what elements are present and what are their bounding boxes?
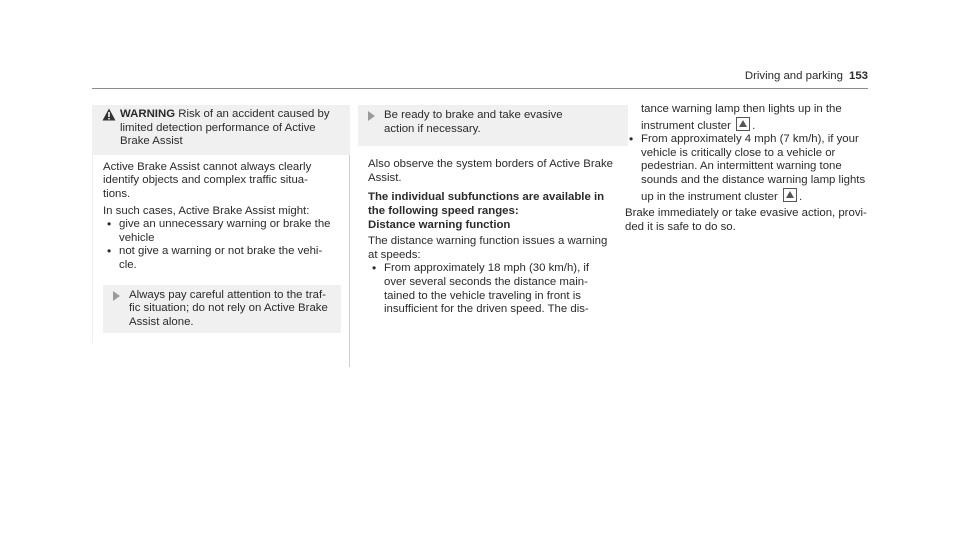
- note-box: [358, 105, 628, 146]
- list-item-line: pedestrian. An intermittent warning tone: [641, 160, 842, 173]
- body-line: identify objects and complex traffic situa-: [103, 174, 308, 187]
- warning-title: WARNING: [120, 108, 176, 120]
- body-line: Active Brake Assist cannot always clearly: [103, 160, 312, 173]
- list-item-line: • From approximately 18 mph (30 km/h), if: [384, 262, 590, 275]
- subheading-line: Distance warning function: [368, 218, 511, 231]
- warning-line: [102, 108, 342, 122]
- distance-warning-lamp-icon: [783, 188, 797, 202]
- column-2-body: [358, 158, 628, 317]
- warning-line: Brake Assist: [120, 135, 183, 148]
- subheading-line: The individual subfunctions are available in: [368, 191, 605, 204]
- intro-text: In such cases, Active Brake Assist might:: [103, 204, 310, 217]
- list-item-line: tance warning lamp then lights up in the: [641, 103, 842, 115]
- note-arrow-icon: [113, 291, 120, 301]
- warning-box: [92, 105, 350, 155]
- list-item-line: vehicle is critically close to a vehicle or: [641, 146, 836, 159]
- body-line: The distance warning function issues a warning: [368, 235, 608, 248]
- list-item-line: sounds and the distance warning lamp lights: [641, 173, 866, 186]
- list-item: [368, 262, 628, 316]
- list-item: [625, 133, 875, 204]
- list-item: [103, 218, 341, 245]
- list-item-line: • not give a warning or not brake the vehi-: [119, 245, 323, 258]
- list-item-line: cle.: [119, 258, 137, 271]
- body-line: Also observe the system borders of Active Brake: [368, 158, 614, 171]
- list-item-text: up in the instrument cluster: [641, 190, 778, 203]
- body-line: ded it is safe to do so.: [625, 220, 736, 233]
- list-item-line: tained to the vehicle traveling in front is: [384, 289, 581, 302]
- header-divider: [92, 88, 868, 89]
- body-line: Brake immediately or take evasive action, provi-: [625, 207, 867, 220]
- warning-triangle-icon: [102, 108, 116, 121]
- list-item-line: • give an unnecessary warning or brake the: [119, 218, 331, 231]
- note-line: Be ready to brake and take evasive: [384, 109, 563, 121]
- column-divider: [92, 343, 350, 367]
- note-line: Assist alone.: [129, 315, 194, 328]
- warning-text: Risk of an accident caused by: [178, 108, 330, 120]
- subheading-line: the following speed ranges:: [368, 204, 519, 217]
- warning-body: [92, 155, 350, 344]
- note-box: [103, 285, 341, 334]
- note-line: Always pay careful attention to the traf-: [129, 288, 326, 301]
- section-title: Driving and parking: [744, 70, 843, 82]
- list-item: [103, 245, 341, 272]
- body-line: tions.: [103, 187, 131, 200]
- continued-text: [625, 103, 875, 133]
- list-item-line: over several seconds the distance main-: [384, 275, 588, 288]
- body-line: Assist.: [368, 171, 402, 184]
- list-item-line: up in the instrument cluster .: [641, 188, 875, 205]
- column-1: [92, 105, 350, 367]
- note-line: action if necessary.: [384, 122, 481, 135]
- list-item-line: insufficient for the driven speed. The dis-: [384, 303, 589, 316]
- list-item-text: instrument cluster: [641, 119, 731, 132]
- page-header: [745, 70, 868, 84]
- distance-warning-lamp-icon: [736, 117, 750, 131]
- note-line: fic situation; do not rely on Active Brake: [129, 302, 328, 315]
- note-arrow-icon: [368, 111, 375, 121]
- body-line: at speeds:: [368, 248, 421, 261]
- list-item-line: vehicle: [119, 231, 155, 244]
- page-number: 153: [848, 70, 868, 82]
- column-3: [625, 103, 875, 234]
- column-2: [358, 105, 628, 317]
- warning-line: limited detection performance of Active: [120, 121, 316, 134]
- list-item-line: • From approximately 4 mph (7 km/h), if your: [641, 133, 859, 146]
- list-item-line: instrument cluster .: [641, 117, 875, 134]
